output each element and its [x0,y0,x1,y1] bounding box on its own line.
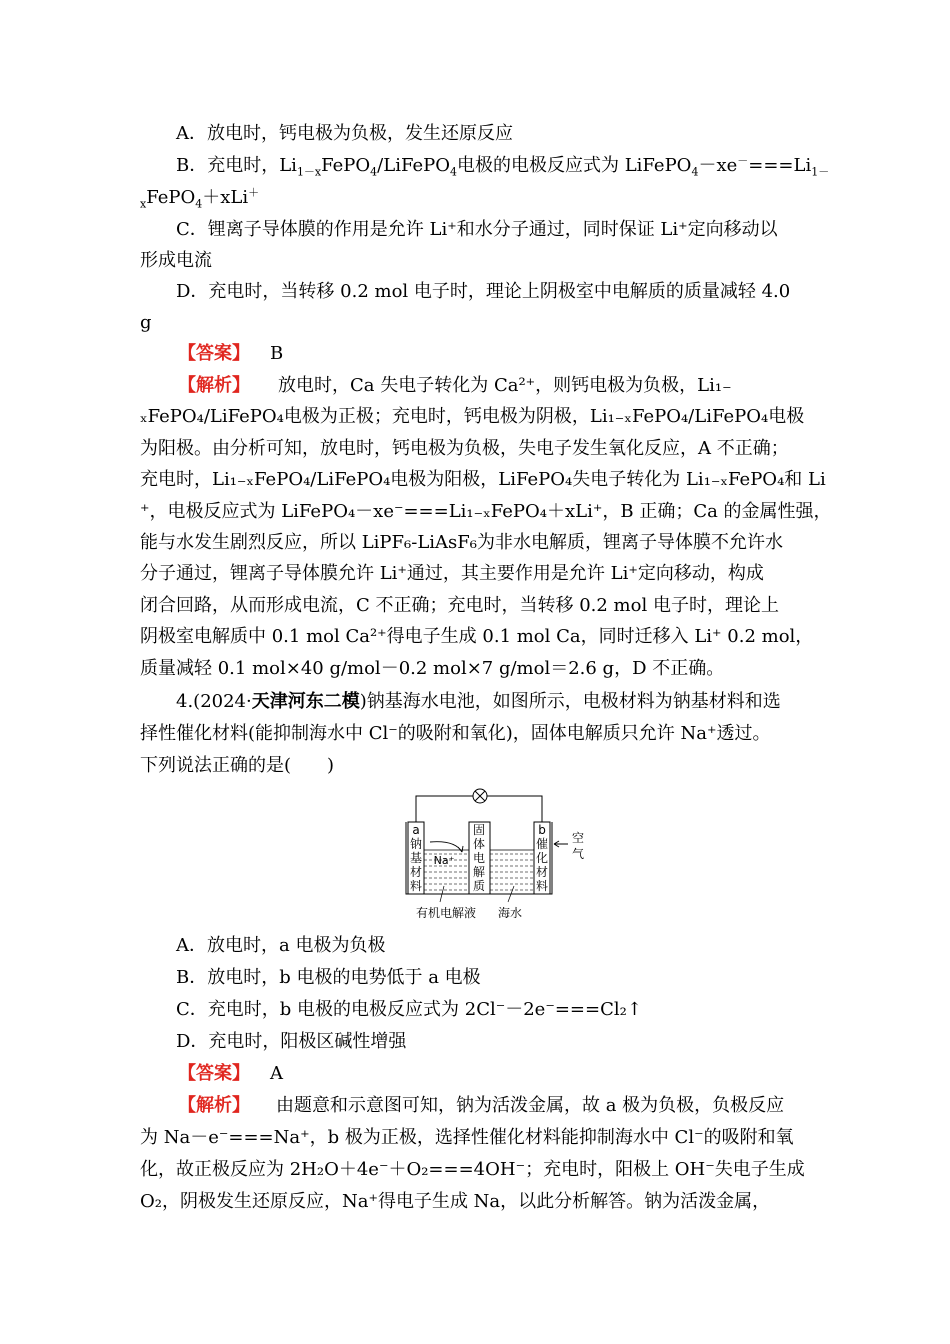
q4-analysis-line: 【解析】 由题意和示意图可知，钠为活泼金属，故 a 极为负极，负极反应 [178,1095,785,1116]
q4-option-c: C．充电时，b 电极的电极反应式为 2Cl⁻－2e⁻===Cl₂↑ [176,999,642,1020]
analysis-line: 【解析】 放电时，Ca 失电子转化为 Ca²⁺，则钙电极为负极，Li₁₋ [178,375,732,396]
electrode-a-label: a [412,823,420,837]
organic-electrolyte-label: 有机电解液 [415,906,477,920]
air-label: 空 [571,831,585,845]
answer-tag: 【答案】 [178,1063,250,1084]
analysis-text: 闭合回路，从而形成电流，C 不正确；充电时，当转移 0.2 mol 电子时，理论上 [140,595,779,616]
q4-analysis-text: 化，故正极反应为 2H₂O＋4e⁻＋O₂===4OH⁻；充电时，阳极上 OH⁻失电子生成 [140,1159,805,1180]
option-c-cont: 形成电流 [140,250,212,271]
svg-text:电: 电 [472,851,486,865]
svg-text:解: 解 [472,865,486,879]
q4-option-b: B．放电时，b 电极的电势低于 a 电极 [176,967,481,988]
battery-diagram [400,786,600,926]
analysis-text: 质量减轻 0.1 mol×40 g/mol－0.2 mol×7 g/mol＝2.6 g，D 不正确。 [140,658,725,679]
svg-text:料: 料 [535,879,549,893]
svg-text:催: 催 [535,837,549,851]
analysis-text: ₓFePO₄/LiFePO₄电极为正极；充电时，钙电极为阴极，Li₁₋ₓFePO₄/LiFePO₄电极 [140,406,805,427]
svg-text:化: 化 [535,851,549,865]
option-d: D．充电时，当转移 0.2 mol 电子时，理论上阴极室中电解质的质量减轻 4.0 [176,281,791,302]
analysis-text: 能与水发生剧烈反应，所以 LiPF₆-LiAsF₆为非水电解质，锂离子导体膜不允许水 [140,532,783,553]
svg-text:料: 料 [409,879,423,893]
analysis-text: 阴极室电解质中 0.1 mol Ca²⁺得电子生成 0.1 mol Ca，同时迁移入 Li⁺ 0.2 mol， [140,626,814,647]
seawater-label: 海水 [497,906,523,920]
option-b-cont: $_x$FePO$_4$＋xLi＋ [140,186,260,211]
analysis-text: 为阳极。由分析可知，放电时，钙电极为负极，失电子发生氧化反应，A 不正确； [140,438,789,459]
svg-text:气: 气 [571,847,585,861]
analysis-text: 分子通过，锂离子导体膜允许 Li⁺通过，其主要作用是允许 Li⁺定向移动，构成 [140,563,764,584]
analysis-text: ⁺，电极反应式为 LiFePO₄－xe⁻===Li₁₋ₓFePO₄＋xLi⁺，B 正确；Ca 的金属性强， [140,501,832,522]
option-a: A．放电时，钙电极为负极，发生还原反应 [176,123,513,144]
analysis-tag: 【解析】 [178,1095,250,1116]
arrow-icon [554,841,568,847]
svg-text:钠: 钠 [409,837,423,851]
option-d-cont: g [140,312,152,333]
electrolyte-label: 固 [472,823,486,837]
analysis-text: 充电时，Li₁₋ₓFePO₄/LiFePO₄电极为阳极，LiFePO₄失电子转化为 Li₁₋ₓFePO₄和 Li [140,469,826,490]
answer-line [178,342,283,366]
svg-text:体: 体 [472,837,486,851]
ion-label: Na⁺ [433,854,455,867]
svg-text:质: 质 [472,879,486,893]
q4-analysis-text: O₂，阴极发生还原反应，Na⁺得电子生成 Na，以此分析解答。钠为活泼金属， [140,1191,771,1212]
svg-text:材: 材 [535,865,549,879]
option-b: B．充电时，$Li_{1-x}FePO_4/LiFePO_4$电极的电极反应式为 $LiFePO_4-xe^-===Li_{1-}$ [176,154,830,179]
q4-analysis-text: 为 Na－e⁻===Na⁺，b 极为正极，选择性催化材料能抑制海水中 Cl⁻的吸附和氧 [140,1127,794,1148]
answer-value: A [270,1063,283,1084]
q4-answer-line [178,1062,283,1086]
question-stem-cont: 择性催化材料(能抑制海水中 Cl⁻的吸附和氧化)，固体电解质只允许 Na⁺透过。 [140,723,771,744]
q4-option-d: D．充电时，阳极区碱性增强 [176,1031,407,1052]
q4-option-a: A．放电时，a 电极为负极 [176,935,386,956]
analysis-tag: 【解析】 [178,375,250,396]
option-c: C．锂离子导体膜的作用是允许 Li⁺和水分子通过，同时保证 Li⁺定向移动以 [176,219,778,240]
answer-tag: 【答案】 [178,343,250,364]
bulb-icon [473,789,487,803]
question-stem: 4.(2024·天津河东二模)钠基海水电池，如图所示，电极材料为钠基材料和选 [176,691,781,712]
svg-text:材: 材 [409,865,423,879]
svg-text:基: 基 [409,851,423,865]
question-stem-cont: 下列说法正确的是( ) [140,755,335,776]
answer-value: B [270,343,284,364]
electrode-b-label: b [538,823,546,837]
